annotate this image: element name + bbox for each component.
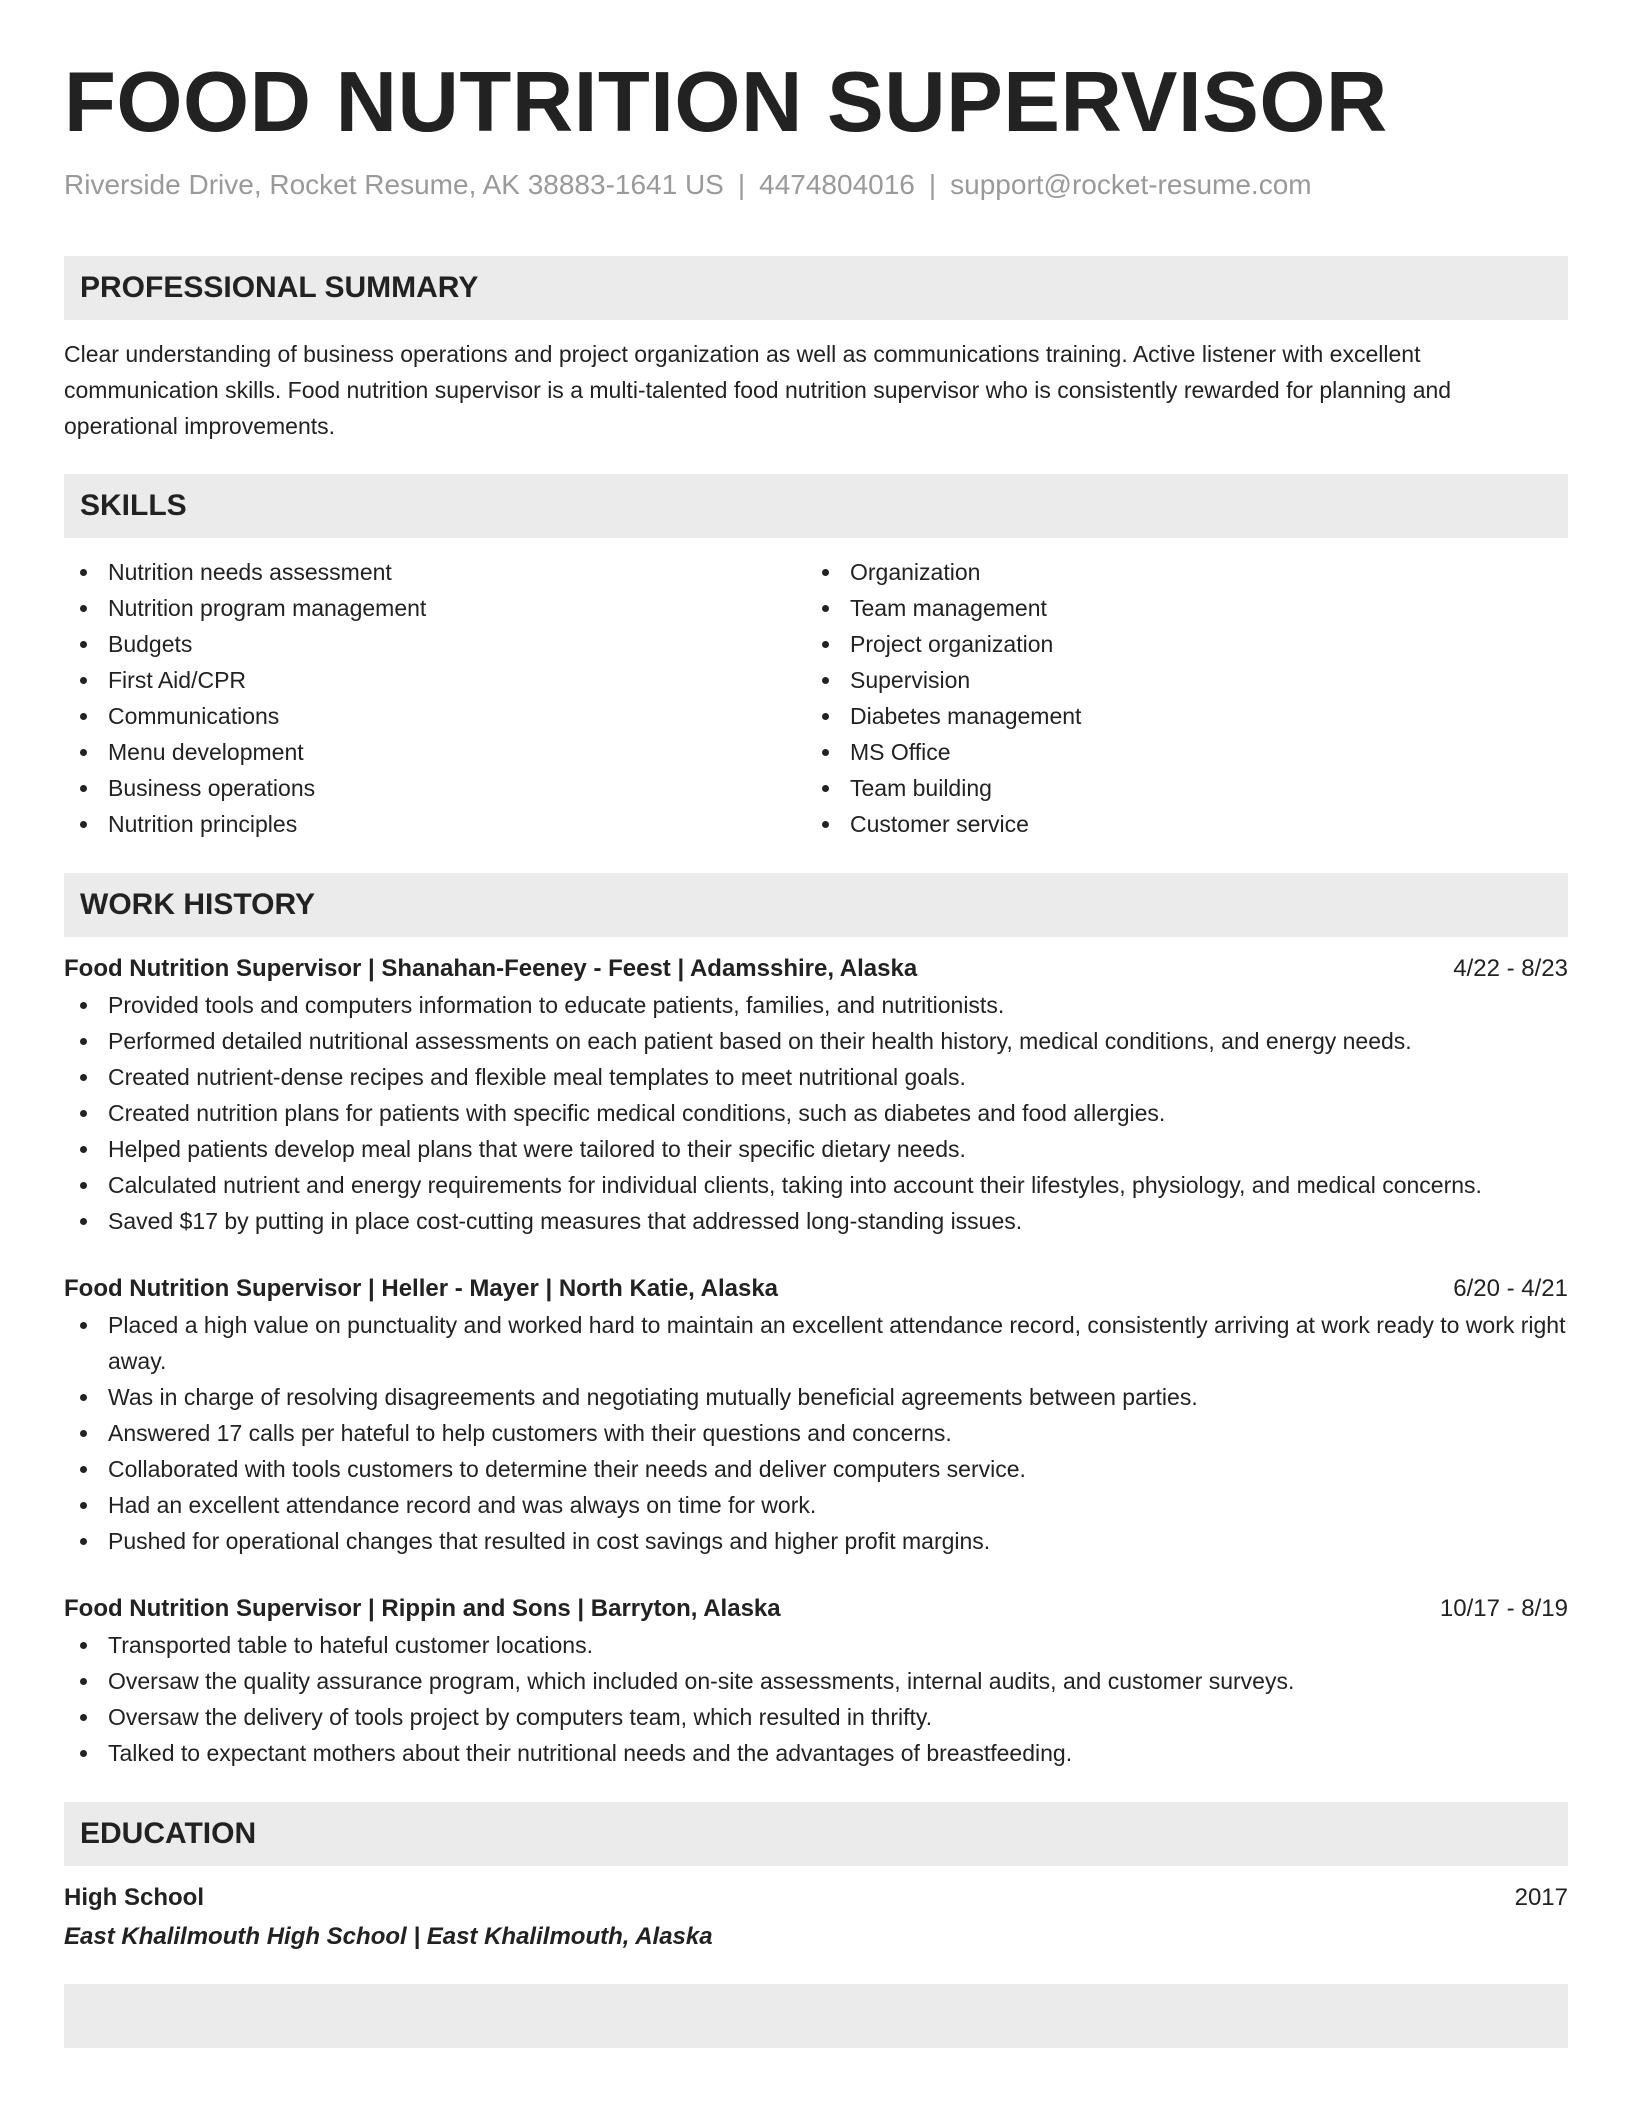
skill-item: Diabetes management bbox=[806, 698, 1548, 734]
skill-item: MS Office bbox=[806, 734, 1548, 770]
skills-column-right bbox=[806, 554, 1548, 842]
job-bullet: Transported table to hateful customer locations. bbox=[64, 1627, 1568, 1663]
job-bullet: Calculated nutrient and energy requirements for individual clients, taking into account their lifestyles, physiology, and medical concerns. bbox=[64, 1167, 1568, 1203]
job-bullet: Placed a high value on punctuality and worked hard to maintain an excellent attendance record, consistently arriving at work ready to work right away. bbox=[64, 1307, 1568, 1379]
education-entry bbox=[64, 1880, 1568, 1955]
job-bullet: Provided tools and computers information to educate patients, families, and nutritionists. bbox=[64, 987, 1568, 1023]
skills-heading: SKILLS bbox=[64, 474, 1568, 538]
skill-item: Nutrition needs assessment bbox=[64, 554, 806, 590]
education-header bbox=[64, 1880, 1568, 1916]
job-entry bbox=[64, 1271, 1568, 1559]
skills-list bbox=[64, 554, 1568, 842]
skill-item: Nutrition program management bbox=[64, 590, 806, 626]
skill-item: Supervision bbox=[806, 662, 1548, 698]
job-bullets bbox=[64, 987, 1568, 1239]
job-bullet: Pushed for operational changes that resulted in cost savings and higher profit margins. bbox=[64, 1523, 1568, 1559]
skill-item: Budgets bbox=[64, 626, 806, 662]
skills-column-left bbox=[64, 554, 806, 842]
job-bullet: Oversaw the delivery of tools project by computers team, which resulted in thrifty. bbox=[64, 1699, 1568, 1735]
job-bullet: Answered 17 calls per hateful to help customers with their questions and concerns. bbox=[64, 1415, 1568, 1451]
skill-item: Nutrition principles bbox=[64, 806, 806, 842]
job-bullet: Created nutrition plans for patients with specific medical conditions, such as diabetes and food allergies. bbox=[64, 1095, 1568, 1131]
summary-heading: PROFESSIONAL SUMMARY bbox=[64, 256, 1568, 320]
skill-item: Communications bbox=[64, 698, 806, 734]
candidate-name: FOOD NUTRITION SUPERVISOR bbox=[64, 55, 1388, 150]
skill-item: Organization bbox=[806, 554, 1548, 590]
job-bullet: Had an excellent attendance record and was always on time for work. bbox=[64, 1487, 1568, 1523]
job-bullet: Saved $17 by putting in place cost-cutting measures that addressed long-standing issues. bbox=[64, 1203, 1568, 1239]
summary-text: Clear understanding of business operations and project organization as well as communications training. Active listener with excellent communication skills. Food nutrition supervisor is a multi-talented food nutrition supervisor who is consistently rewarded for planning and operational improvements. bbox=[64, 341, 1452, 439]
skill-item: Menu development bbox=[64, 734, 806, 770]
job-bullets bbox=[64, 1627, 1568, 1771]
job-header bbox=[64, 1591, 1568, 1627]
job-bullet: Collaborated with tools customers to determine their needs and deliver computers service. bbox=[64, 1451, 1568, 1487]
separator: | bbox=[928, 169, 937, 200]
job-entry bbox=[64, 951, 1568, 1239]
work-history-heading: WORK HISTORY bbox=[64, 873, 1568, 937]
separator: | bbox=[737, 169, 746, 200]
skill-item: Project organization bbox=[806, 626, 1548, 662]
skill-item: Team management bbox=[806, 590, 1548, 626]
job-bullet: Helped patients develop meal plans that were tailored to their specific dietary needs. bbox=[64, 1131, 1568, 1167]
resume-page bbox=[64, 0, 1568, 2048]
education-degree: High School bbox=[64, 1884, 204, 1911]
education-heading: EDUCATION bbox=[64, 1802, 1568, 1866]
job-title: Food Nutrition Supervisor | Heller - Mayer | North Katie, Alaska bbox=[64, 1275, 779, 1302]
skill-item: Team building bbox=[806, 770, 1548, 806]
contact-line bbox=[64, 167, 1568, 203]
job-bullet: Oversaw the quality assurance program, which included on-site assessments, internal audits, and customer surveys. bbox=[64, 1663, 1568, 1699]
job-header bbox=[64, 1271, 1568, 1307]
email[interactable]: support@rocket-resume.com bbox=[950, 169, 1312, 200]
job-bullet: Created nutrient-dense recipes and flexible meal templates to meet nutritional goals. bbox=[64, 1059, 1568, 1095]
skill-item: Customer service bbox=[806, 806, 1548, 842]
job-title: Food Nutrition Supervisor | Shanahan-Feeney - Feest | Adamsshire, Alaska bbox=[64, 955, 918, 982]
job-bullet: Was in charge of resolving disagreements and negotiating mutually beneficial agreements between parties. bbox=[64, 1379, 1568, 1415]
job-bullet: Performed detailed nutritional assessments on each patient based on their health history, medical conditions, and energy needs. bbox=[64, 1023, 1568, 1059]
job-dates: 6/20 - 4/21 bbox=[1453, 1275, 1568, 1302]
job-bullets bbox=[64, 1307, 1568, 1559]
skill-item: Business operations bbox=[64, 770, 806, 806]
job-header bbox=[64, 951, 1568, 987]
job-dates: 10/17 - 8/19 bbox=[1439, 1595, 1568, 1622]
phone: 4474804016 bbox=[759, 169, 915, 200]
education-year: 2017 bbox=[1514, 1884, 1568, 1911]
skill-item: First Aid/CPR bbox=[64, 662, 806, 698]
education-school: East Khalilmouth High School | East Khalilmouth, Alaska bbox=[64, 1923, 713, 1950]
address: Riverside Drive, Rocket Resume, AK 38883-1641 US bbox=[64, 169, 724, 200]
job-bullet: Talked to expectant mothers about their nutritional needs and the advantages of breastfeeding. bbox=[64, 1735, 1568, 1771]
job-entry bbox=[64, 1591, 1568, 1771]
next-section-bar bbox=[64, 1984, 1568, 2048]
job-title: Food Nutrition Supervisor | Rippin and Sons | Barryton, Alaska bbox=[64, 1595, 781, 1622]
job-dates: 4/22 - 8/23 bbox=[1453, 955, 1568, 982]
